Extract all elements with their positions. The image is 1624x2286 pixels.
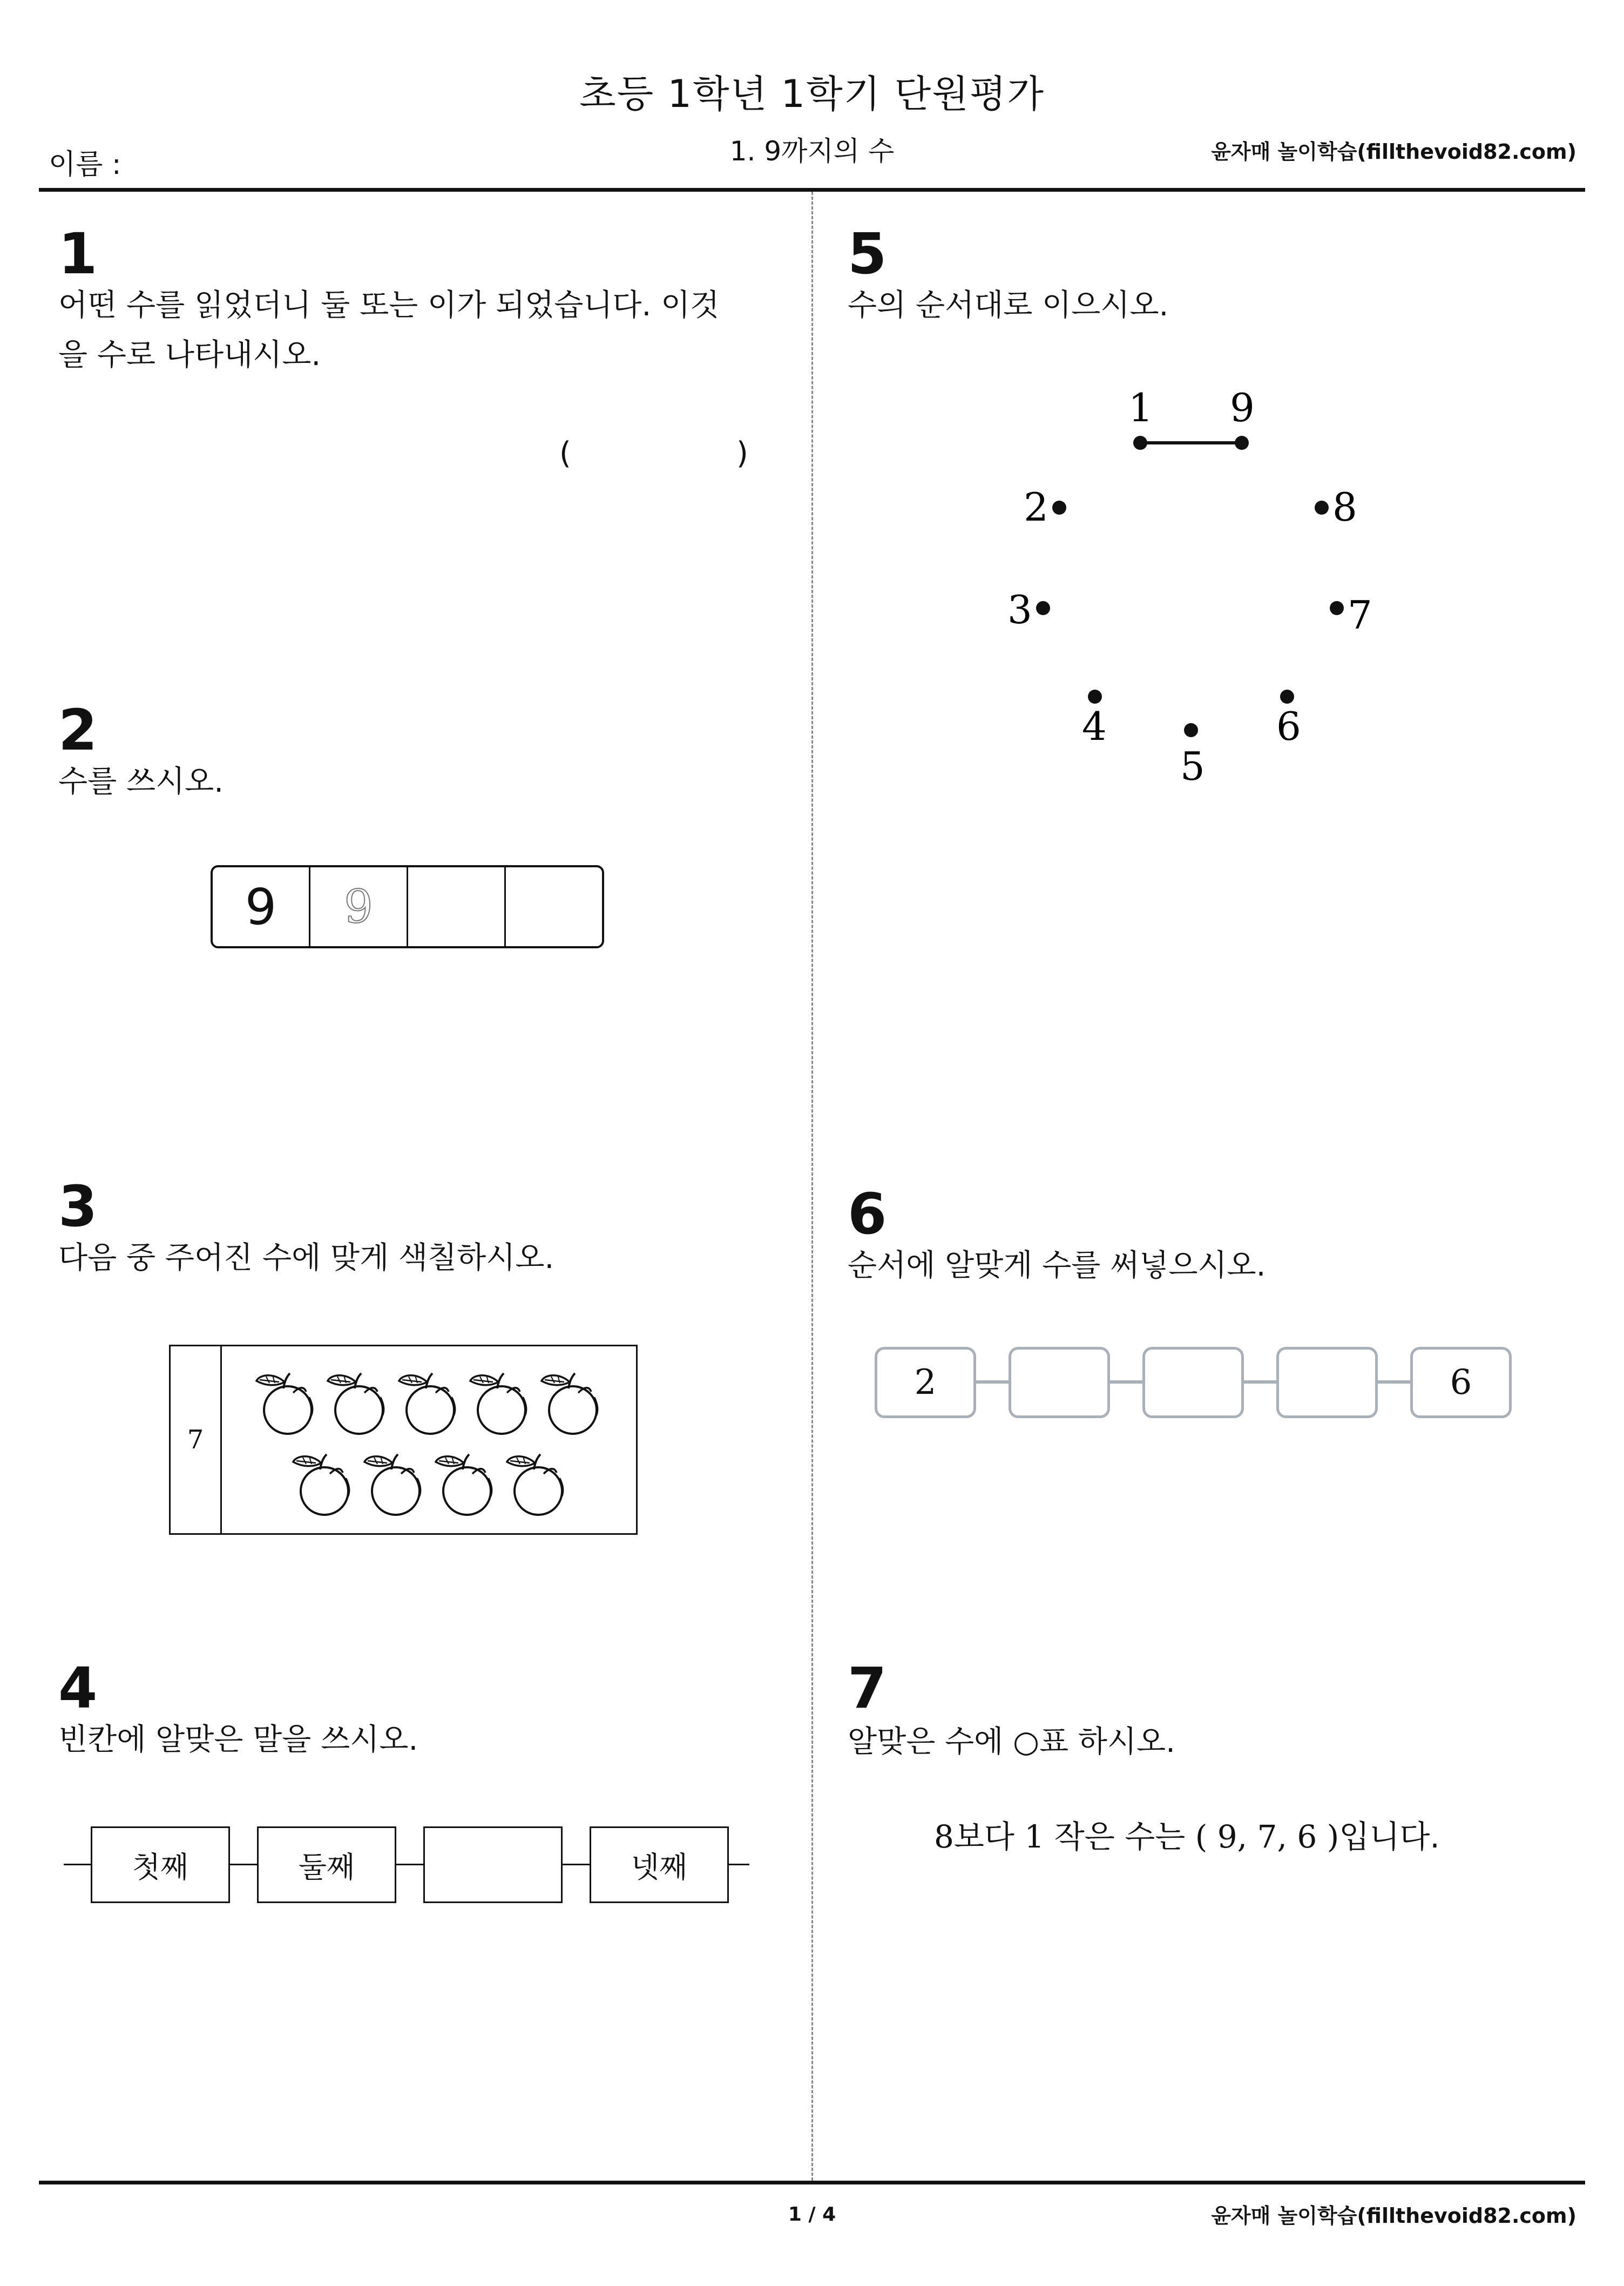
given-number: 7: [171, 1346, 222, 1533]
question-2-number: 2: [58, 697, 98, 763]
ordinal-box: 둘째: [257, 1826, 396, 1903]
question-3-text: 다음 중 주어진 수에 맞게 색칠하시오.: [58, 1240, 554, 1276]
answer-blank[interactable]: [583, 436, 729, 472]
choice-group[interactable]: ( 9, 7, 6 ): [1195, 1818, 1339, 1855]
sentence-prefix: 8보다 1 작은 수는: [934, 1818, 1186, 1855]
orange-icon[interactable]: [399, 1373, 455, 1434]
column-divider: [811, 192, 813, 2181]
traced-digit: 9: [344, 880, 373, 933]
connect-dots-figure: [972, 367, 1404, 799]
dot-4[interactable]: [1088, 690, 1102, 704]
site-credit-top: 윤자매 놀이학습(fillthevoid82.com): [1211, 140, 1576, 164]
dot-7[interactable]: [1330, 601, 1344, 615]
dot-3[interactable]: [1036, 601, 1050, 615]
writing-cell-blank[interactable]: [407, 867, 504, 946]
writing-cell-trace[interactable]: [309, 867, 407, 946]
orange-icon[interactable]: [470, 1373, 526, 1434]
sequence-answer-box[interactable]: [1276, 1347, 1378, 1418]
dot-label-3: 3: [1007, 587, 1032, 632]
fruit-group: [222, 1346, 634, 1533]
page-number: 1 / 4: [788, 2203, 836, 2226]
dot-label-7: 7: [1348, 592, 1372, 638]
question-1-number: 1: [58, 221, 98, 287]
question-7-sentence: [934, 1811, 1440, 1857]
question-5-text: 수의 순서대로 이으시오.: [848, 288, 1169, 323]
question-5-number: 5: [848, 221, 887, 287]
answer-paren-open: (: [559, 436, 571, 471]
dot-label-9: 9: [1230, 385, 1255, 430]
number-writing-grid: [211, 865, 604, 948]
orange-icon[interactable]: [436, 1454, 492, 1515]
orange-icon[interactable]: [364, 1454, 421, 1515]
answer-paren-close: ): [736, 436, 748, 471]
orange-icon[interactable]: [256, 1373, 313, 1434]
worksheet-title: 초등 1학년 1학기 단원평가: [579, 72, 1045, 116]
dot-label-8: 8: [1332, 484, 1357, 530]
question-7-number: 7: [848, 1655, 887, 1721]
footer-rule: [39, 2181, 1585, 2184]
name-label: 이름 :: [49, 149, 121, 181]
dot-8[interactable]: [1315, 501, 1329, 515]
site-credit-bottom: 윤자매 놀이학습(fillthevoid82.com): [1211, 2204, 1576, 2228]
sentence-suffix: 입니다.: [1339, 1818, 1440, 1855]
ordinal-box: 넷째: [590, 1826, 729, 1903]
orange-icon[interactable]: [507, 1454, 563, 1515]
orange-icon[interactable]: [293, 1454, 349, 1515]
question-1-text-line1: 어떤 수를 읽었더니 둘 또는 이가 되었습니다. 이것: [58, 288, 720, 323]
sequence-box-end: 6: [1410, 1347, 1512, 1418]
writing-cell-blank[interactable]: [504, 867, 602, 946]
dot-2[interactable]: [1052, 501, 1066, 515]
orange-icon[interactable]: [328, 1373, 384, 1434]
sequence-box-start: 2: [875, 1347, 976, 1418]
question-1-text-line2: 을 수로 나타내시오.: [58, 338, 321, 373]
ordinal-answer-box[interactable]: [423, 1826, 563, 1903]
writing-cell-example: 9: [245, 878, 277, 936]
dot-label-5: 5: [1180, 744, 1205, 789]
question-6-text: 순서에 알맞게 수를 써넣으시오.: [848, 1248, 1266, 1283]
dot-6[interactable]: [1280, 690, 1294, 704]
sequence-answer-box[interactable]: [1009, 1347, 1110, 1418]
sequence-answer-box[interactable]: [1142, 1347, 1244, 1418]
dot-label-2: 2: [1024, 484, 1048, 530]
dot-9[interactable]: [1235, 436, 1249, 450]
fruit-coloring-box: [169, 1345, 638, 1535]
dot-label-1: 1: [1128, 385, 1153, 430]
dot-1[interactable]: [1133, 436, 1147, 450]
dot-label-6: 6: [1276, 704, 1301, 749]
question-3-number: 3: [58, 1174, 98, 1239]
dot-label-4: 4: [1082, 704, 1107, 749]
question-4-number: 4: [58, 1655, 98, 1721]
ordinal-box: 첫째: [91, 1826, 230, 1903]
dot-5[interactable]: [1184, 723, 1198, 737]
question-2-text: 수를 쓰시오.: [58, 764, 224, 799]
orange-icon[interactable]: [542, 1373, 598, 1434]
header-rule: [39, 188, 1585, 192]
question-7-text: 알맞은 수에 ○표 하시오.: [848, 1724, 1175, 1759]
question-4-text: 빈칸에 알맞은 말을 쓰시오.: [58, 1722, 418, 1757]
question-6-number: 6: [848, 1181, 887, 1247]
unit-title: 1. 9까지의 수: [729, 136, 895, 167]
